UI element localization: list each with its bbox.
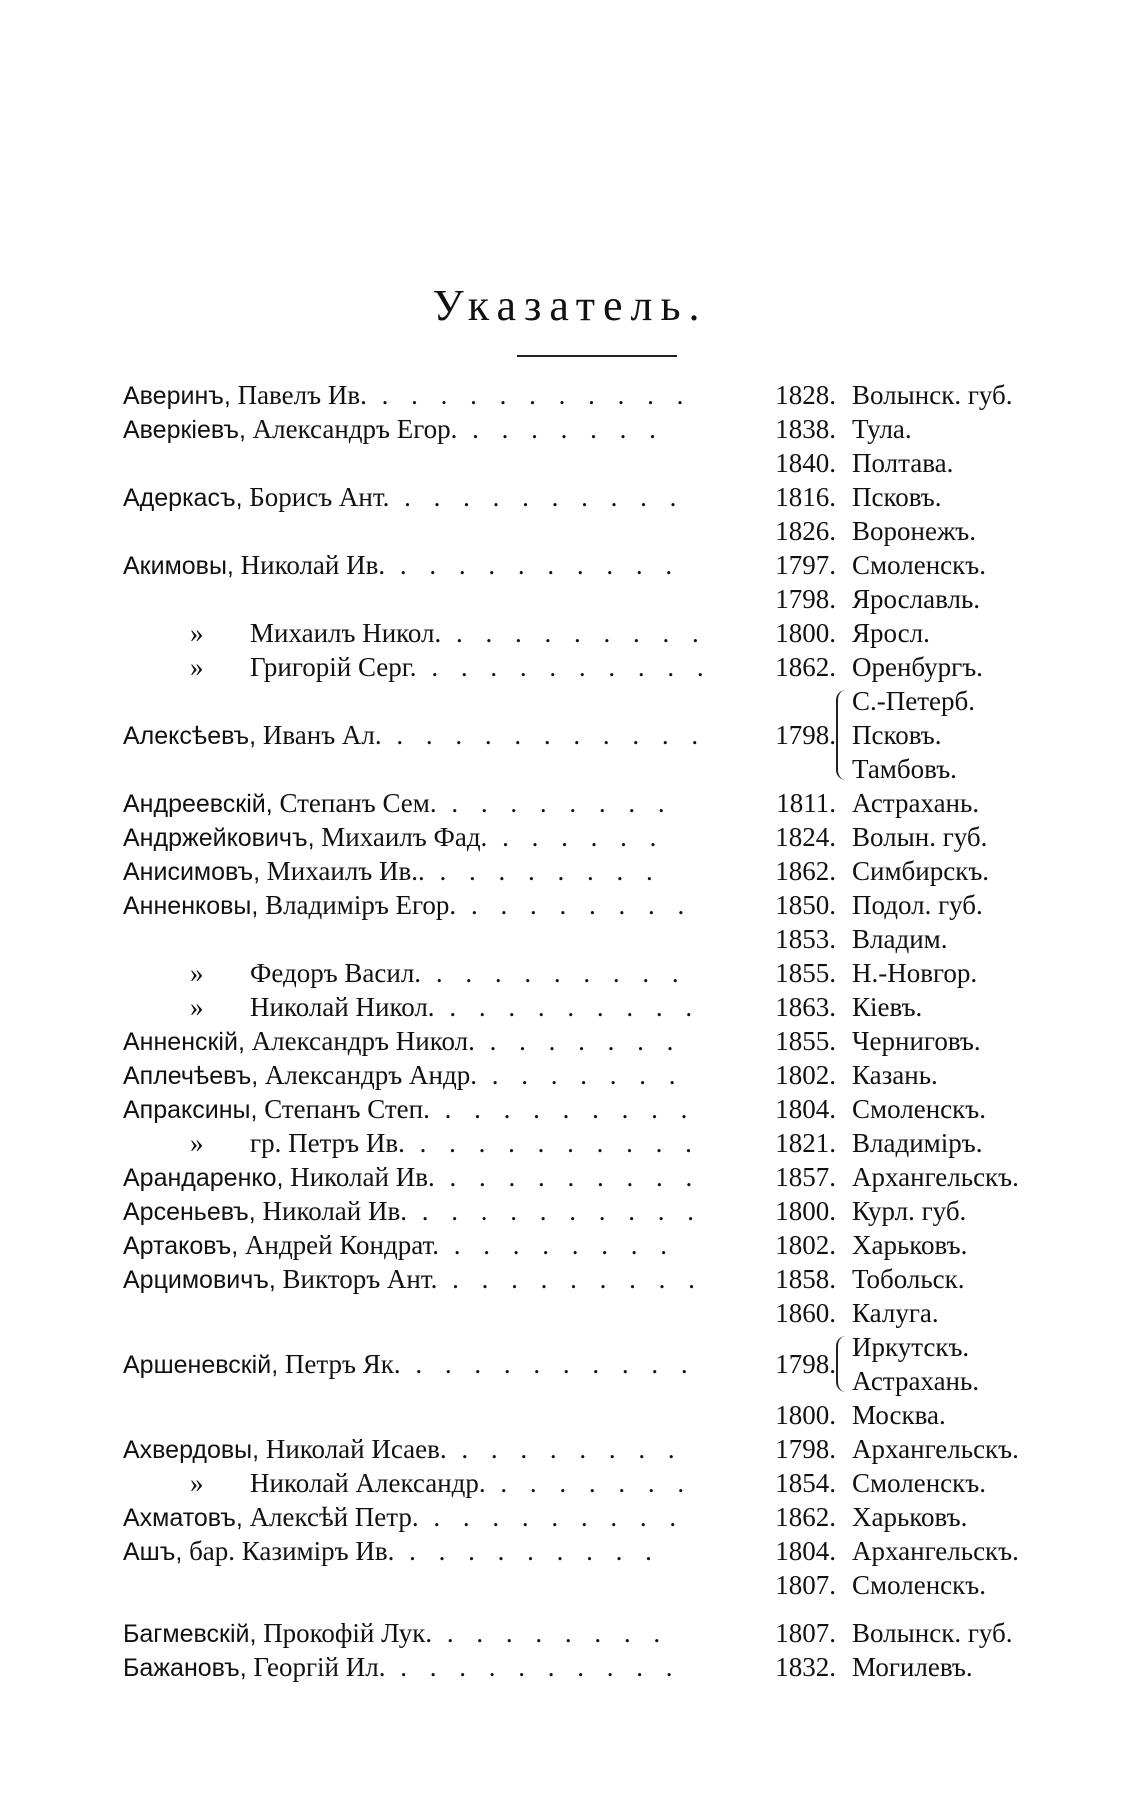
entry-year: 1853. (775, 924, 836, 954)
index-entry (0, 1432, 1140, 1466)
entry-name (190, 990, 800, 1024)
entry-surname: Арандаренко, (123, 1164, 284, 1192)
leader-dots: . . . . . . . . . . . (381, 720, 707, 750)
index-entry (0, 820, 1140, 854)
entry-surname: Ахвердовы, (123, 1436, 260, 1464)
entry-name (123, 1534, 733, 1569)
entry-year: 1857. (775, 1162, 836, 1192)
leader-dots: . . . . . . . . . . (400, 1349, 696, 1379)
index-entry (0, 1228, 1140, 1262)
entry-name (123, 1616, 733, 1651)
entry-given-name: Федоръ Васил. (250, 958, 422, 988)
entry-year: 1807. (775, 1618, 836, 1648)
entry-name (190, 956, 800, 990)
index-entry (0, 1160, 1140, 1194)
leader-dots: . . . . . . . . . (394, 1536, 660, 1566)
entry-given-name: Николай Исаев. (259, 1434, 447, 1464)
leader-dots: . . . . . . . . (439, 1230, 676, 1260)
entry-name (123, 1500, 733, 1535)
ditto-mark: » (190, 1468, 204, 1498)
index-entry (0, 854, 1140, 888)
entry-given-name: гр. Петръ Ив. (250, 1128, 405, 1158)
entry-given-name: Александръ Никол. (244, 1026, 475, 1056)
entry-place: Волынск. губ. (852, 380, 1013, 410)
entry-place: Кіевъ. (852, 992, 923, 1022)
index-entry (0, 1500, 1140, 1534)
entry-given-name: Петръ Як. (278, 1349, 401, 1379)
index-list (0, 378, 1140, 1684)
entry-given-name: Павелъ Ив. (230, 380, 367, 410)
entry-year: 1798. (775, 1434, 836, 1464)
leader-dots: . . . . . . . . . . (385, 550, 681, 580)
leader-dots: . . . . . . . . . (421, 958, 687, 988)
index-entry (0, 480, 1140, 514)
entry-given-name: Александръ Егор. (245, 414, 458, 444)
page-title: Указатель. (432, 281, 708, 330)
entry-surname: Адеркасъ, (123, 484, 243, 512)
entry-name (123, 1058, 733, 1093)
leader-dots: . . . . . . . . . (418, 1502, 685, 1532)
index-entry (0, 1058, 1140, 1092)
leader-dots: . . . . . . . . . (434, 992, 701, 1022)
entry-year: 1811. (776, 788, 836, 818)
entry-place: Иркутскъ. (852, 1332, 970, 1362)
leader-dots: . . . . . . . . (446, 1434, 683, 1464)
index-entry (0, 1126, 1140, 1160)
entry-place: Архангельскъ. (852, 1536, 1019, 1566)
entry-place: Оренбургъ. (852, 652, 983, 682)
entry-surname: Бажановъ, (123, 1654, 247, 1682)
entry-place: Курл. губ. (852, 1196, 967, 1226)
entry-places (852, 1330, 979, 1398)
entry-year: 1802. (775, 1060, 836, 1090)
entry-year: 1798. (775, 584, 836, 614)
entry-surname: Андржейковичъ, (123, 824, 315, 852)
leader-dots: . . . . . . . . . (434, 1162, 701, 1192)
entry-place: Симбирскъ. (852, 856, 990, 886)
entry-given-name: Прокофій Лук. (256, 1618, 433, 1648)
entry-place: Яросл. (852, 618, 930, 648)
leader-dots: . . . . . . . . . . . (366, 380, 692, 410)
index-entry (0, 650, 1140, 684)
index-entry (0, 548, 1140, 582)
entry-year: 1863. (775, 992, 836, 1022)
index-entry (0, 1650, 1140, 1684)
entry-name (123, 854, 733, 889)
leader-dots: . . . . . . . (474, 1026, 682, 1056)
entry-year: 1821. (775, 1128, 836, 1158)
leader-dots: . . . . . . . . . (437, 1264, 703, 1294)
entry-given-name: Михаилъ Ив.. (260, 856, 425, 886)
entry-year: 1860. (775, 1298, 836, 1328)
entry-place: Н.-Новгор. (852, 958, 978, 988)
index-entry (0, 1466, 1140, 1500)
ditto-mark: » (190, 652, 204, 682)
index-entry (0, 1568, 1140, 1602)
brace (836, 690, 848, 780)
entry-name (123, 820, 733, 855)
entry-given-name: Борисъ Ант. (242, 482, 390, 512)
index-entry (0, 1534, 1140, 1568)
ditto-mark: » (190, 618, 204, 648)
leader-dots: . . . . . . . . . (429, 1094, 696, 1124)
entry-place: Смоленскъ. (852, 1570, 986, 1600)
index-entry (0, 1092, 1140, 1126)
entry-year: 1838. (775, 414, 836, 444)
entry-place: Архангельскъ. (852, 1434, 1019, 1464)
index-entry (0, 1296, 1140, 1330)
index-entry (0, 1194, 1140, 1228)
entry-name (123, 1262, 733, 1297)
index-entry (0, 446, 1140, 480)
entry-name (123, 888, 733, 923)
entry-given-name: Николай Ив. (255, 1196, 407, 1226)
index-entry (0, 1398, 1140, 1432)
entry-surname: Акимовы, (123, 552, 234, 580)
entry-place: Харьковъ. (852, 1502, 968, 1532)
index-entry (0, 922, 1140, 956)
entry-place: Псковъ. (852, 482, 942, 512)
entry-name (123, 1650, 733, 1685)
leader-dots: . . . . . . . . . . (404, 1128, 700, 1158)
entry-given-name: Степанъ Сем. (272, 788, 437, 818)
entry-place: Смоленскъ. (852, 1094, 986, 1124)
entry-place: Астрахань. (852, 1366, 980, 1396)
entry-name (123, 1228, 733, 1263)
index-entry (0, 990, 1140, 1024)
entry-surname: Артаковъ, (123, 1232, 239, 1260)
entry-place: Ярославль. (852, 584, 981, 614)
entry-surname: Ашъ, (123, 1538, 183, 1566)
entry-given-name: Андрей Кондрат. (238, 1230, 440, 1260)
entry-year: 1798. (775, 720, 836, 750)
entry-place: Псковъ. (852, 720, 942, 750)
entry-year: 1832. (775, 1652, 836, 1682)
entry-year: 1816. (775, 482, 836, 512)
entry-given-name: Николай Ив. (233, 550, 386, 580)
entry-surname: Аверинъ, (123, 382, 231, 410)
entry-year: 1800. (775, 618, 836, 648)
entry-given-name: Николай Ив. (283, 1162, 435, 1192)
entry-year: 1807. (775, 1570, 836, 1600)
entry-place: Москва. (852, 1400, 946, 1430)
entry-year: 1862. (775, 652, 836, 682)
entry-name (123, 378, 733, 413)
entry-given-name: Николай Александр. (250, 1468, 486, 1498)
entry-place: Смоленскъ. (852, 1468, 986, 1498)
leader-dots: . . . . . . . . (432, 1618, 669, 1648)
entry-surname: Апраксины, (123, 1096, 258, 1124)
entry-place: Могилевъ. (852, 1652, 973, 1682)
index-entry (0, 956, 1140, 990)
entry-given-name: Григорій Серг. (250, 652, 417, 682)
entry-name (123, 718, 733, 753)
entry-year: 1862. (775, 1502, 836, 1532)
entry-surname: Анисимовъ, (123, 858, 261, 886)
leader-dots: . . . . . . . . . . (385, 1652, 681, 1682)
index-entry (0, 1262, 1140, 1296)
entry-name (123, 412, 733, 447)
entry-name (123, 1347, 733, 1382)
index-entry (0, 378, 1140, 412)
entry-surname: Аршеневскій, (123, 1351, 279, 1379)
entry-place: Калуга. (852, 1298, 939, 1328)
leader-dots: . . . . . . . . (436, 788, 673, 818)
entry-year: 1854. (775, 1468, 836, 1498)
entry-given-name: Алексѣй Петр. (242, 1502, 419, 1532)
entry-year: 1800. (775, 1196, 836, 1226)
entry-year: 1858. (775, 1264, 836, 1294)
entry-place: Полтава. (852, 448, 954, 478)
index-entry (0, 684, 1140, 786)
leader-dots: . . . . . . . . . (441, 618, 707, 648)
leader-dots: . . . . . . . . . . (416, 652, 712, 682)
entry-year: 1797. (775, 550, 836, 580)
entry-surname: Анненковы, (123, 892, 259, 920)
entry-place: Владиміръ. (852, 1128, 983, 1158)
entry-place: Смоленскъ. (852, 550, 986, 580)
leader-dots: . . . . . . . (457, 414, 664, 444)
entry-surname: Аплечѣевъ, (123, 1062, 259, 1090)
entry-given-name: Александръ Андр. (258, 1060, 477, 1090)
index-entry (0, 582, 1140, 616)
entry-place: Черниговъ. (852, 1026, 981, 1056)
entry-given-name: Владиміръ Егор. (258, 890, 457, 920)
entry-surname: Арсеньевъ, (123, 1198, 256, 1226)
entry-given-name: Викторъ Ант. (275, 1264, 438, 1294)
leader-dots: . . . . . . . (476, 1060, 684, 1090)
entry-year: 1850. (775, 890, 836, 920)
leader-dots: . . . . . . . . . . (407, 1196, 702, 1226)
entry-place: Тамбовъ. (852, 754, 957, 784)
entry-name (190, 1126, 800, 1160)
leader-dots: . . . . . . . . (456, 890, 693, 920)
index-entry (0, 1024, 1140, 1058)
leader-dots: . . . . . . . (485, 1468, 693, 1498)
entry-name (190, 650, 800, 684)
entry-given-name: бар. Казиміръ Ив. (182, 1536, 395, 1566)
index-entry (0, 514, 1140, 548)
leader-dots: . . . . . . (487, 822, 665, 852)
entry-places (852, 684, 975, 786)
entry-year: 1800. (775, 1400, 836, 1430)
entry-place: Астрахань. (852, 788, 980, 818)
index-entry (0, 786, 1140, 820)
entry-year: 1862. (775, 856, 836, 886)
entry-name (123, 1160, 733, 1195)
index-entry (0, 1330, 1140, 1398)
index-entry (0, 412, 1140, 446)
entry-place: Волынск. губ. (852, 1618, 1013, 1648)
entry-year: 1826. (775, 516, 836, 546)
entry-given-name: Иванъ Ал. (256, 720, 382, 750)
ditto-mark: » (190, 992, 204, 1022)
entry-place: Волын. губ. (852, 822, 988, 852)
entry-given-name: Степанъ Степ. (257, 1094, 430, 1124)
entry-place: С.-Петерб. (852, 686, 976, 716)
brace (836, 1336, 848, 1392)
entry-year: 1828. (775, 380, 836, 410)
entry-place: Архангельскъ. (852, 1162, 1019, 1192)
ditto-mark: » (190, 1128, 204, 1158)
entry-name (123, 548, 733, 583)
entry-name (190, 616, 800, 650)
entry-surname: Алексѣевъ, (123, 722, 257, 750)
entry-given-name: Николай Никол. (250, 992, 435, 1022)
entry-given-name: Михаилъ Фад. (314, 822, 488, 852)
entry-place: Казань. (852, 1060, 938, 1090)
ditto-mark: » (190, 958, 204, 988)
entry-place: Тобольск. (852, 1264, 965, 1294)
entry-year: 1840. (775, 448, 836, 478)
entry-place: Воронежъ. (852, 516, 976, 546)
index-entry (0, 888, 1140, 922)
entry-surname: Андреевскій, (123, 790, 273, 818)
entry-given-name: Михаилъ Никол. (250, 618, 442, 648)
entry-surname: Аверкіевъ, (123, 416, 246, 444)
entry-surname: Ахматовъ, (123, 1504, 243, 1532)
entry-name (123, 1194, 733, 1229)
leader-dots: . . . . . . . . . . (389, 482, 685, 512)
entry-year: 1855. (775, 958, 836, 988)
entry-place: Владим. (852, 924, 948, 954)
entry-surname: Арцимовичъ, (123, 1266, 276, 1294)
entry-surname: Багмевскій, (123, 1620, 257, 1648)
entry-given-name: Георгій Ил. (246, 1652, 386, 1682)
entry-place: Тула. (852, 414, 912, 444)
leader-dots: . . . . . . . . (424, 856, 661, 886)
entry-name (123, 1432, 733, 1467)
title-rule (517, 355, 677, 357)
entry-place: Харьковъ. (852, 1230, 968, 1260)
entry-year: 1824. (775, 822, 836, 852)
entry-name (123, 1092, 733, 1127)
entry-surname: Анненскій, (123, 1028, 245, 1056)
entry-year: 1855. (775, 1026, 836, 1056)
entry-year: 1802. (775, 1230, 836, 1260)
entry-name (190, 1466, 800, 1500)
entry-year: 1798. (775, 1349, 836, 1379)
entry-place: Подол. губ. (852, 890, 983, 920)
entry-name (123, 1024, 733, 1059)
entry-year: 1804. (775, 1094, 836, 1124)
index-entry (0, 1616, 1140, 1650)
entry-year: 1804. (775, 1536, 836, 1566)
entry-name (123, 480, 733, 515)
entry-name (123, 786, 733, 821)
index-entry (0, 616, 1140, 650)
